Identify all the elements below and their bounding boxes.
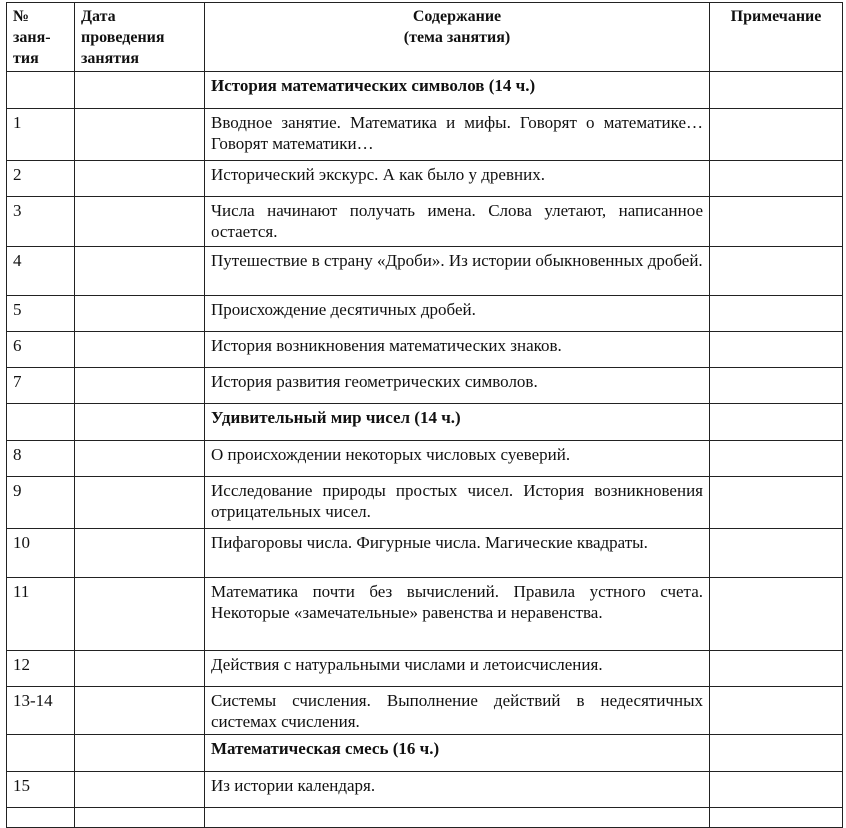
note-cell — [710, 651, 843, 687]
note-cell — [710, 368, 843, 404]
header-num-line: тия — [13, 50, 39, 67]
note-cell — [710, 197, 843, 247]
date-cell — [75, 296, 205, 332]
header-num-line: заня- — [13, 29, 51, 46]
lesson-topic-cell: История развития геометрических символов. — [205, 368, 710, 404]
note-cell — [710, 735, 843, 772]
table-row — [7, 296, 843, 332]
section-title: Математическая смесь (16 ч.) — [205, 735, 710, 772]
note-cell — [710, 404, 843, 441]
lesson-number-cell: 6 — [7, 332, 75, 368]
table-row — [7, 161, 843, 197]
section-title: Удивительный мир чисел (14 ч.) — [205, 404, 710, 441]
lesson-number-cell: 5 — [7, 296, 75, 332]
header-content-line: Содержание — [412, 8, 502, 25]
lesson-number-cell: 9 — [7, 477, 75, 529]
table-row — [7, 772, 843, 808]
lesson-number-cell — [7, 72, 75, 109]
date-cell — [75, 529, 205, 578]
lesson-topic-cell: История возникновения математических знаков. — [205, 332, 710, 368]
note-cell — [710, 808, 843, 828]
note-cell — [710, 109, 843, 161]
table-row — [7, 109, 843, 161]
date-cell — [75, 161, 205, 197]
date-cell — [75, 247, 205, 296]
header-row — [7, 3, 843, 72]
date-cell — [75, 735, 205, 772]
section-row — [7, 72, 843, 109]
table-row — [7, 247, 843, 296]
header-date — [75, 3, 205, 72]
lesson-topic-cell: Системы счисления. Выполнение действий в недесятичных системах счисления. — [205, 687, 710, 735]
date-cell — [75, 808, 205, 828]
date-cell — [75, 578, 205, 651]
lesson-topic-cell: Числа начинают получать имена. Слова улетают, написанное остается. — [205, 197, 710, 247]
lesson-number-cell: 3 — [7, 197, 75, 247]
header-lesson-number — [7, 3, 75, 72]
date-cell — [75, 477, 205, 529]
lesson-topic-cell: Вводное занятие. Математика и мифы. Говорят о математике… Говорят математики… — [205, 109, 710, 161]
lesson-number-cell: 7 — [7, 368, 75, 404]
lesson-number-cell — [7, 735, 75, 772]
header-content — [205, 3, 710, 72]
note-cell — [710, 332, 843, 368]
table-row — [7, 197, 843, 247]
note-cell — [710, 247, 843, 296]
date-cell — [75, 72, 205, 109]
lesson-topic-cell: Действия с натуральными числами и летоисчисления. — [205, 651, 710, 687]
table-row — [7, 332, 843, 368]
lesson-topic-cell: О происхождении некоторых числовых суеверий. — [205, 441, 710, 477]
lesson-plan-table — [6, 2, 843, 828]
lesson-number-cell: 2 — [7, 161, 75, 197]
note-cell — [710, 296, 843, 332]
table-row — [7, 578, 843, 651]
header-note: Примечание — [710, 3, 843, 72]
note-cell — [710, 772, 843, 808]
lesson-topic-cell: Исследование природы простых чисел. История возникновения отрицательных чисел. — [205, 477, 710, 529]
lesson-number-cell: 13-14 — [7, 687, 75, 735]
table-row — [7, 529, 843, 578]
lesson-number-cell: 10 — [7, 529, 75, 578]
table-header — [7, 3, 843, 72]
section-row — [7, 735, 843, 772]
date-cell — [75, 772, 205, 808]
date-cell — [75, 651, 205, 687]
note-cell — [710, 477, 843, 529]
note-cell — [710, 687, 843, 735]
header-date-line: Дата — [81, 8, 116, 25]
lesson-topic-cell: Математика почти без вычислений. Правила устного счета. Некоторые «замечательные» равенства и неравенства. — [205, 578, 710, 651]
table-body — [7, 72, 843, 828]
note-cell — [710, 72, 843, 109]
table-row — [7, 651, 843, 687]
section-title: История математических символов (14 ч.) — [205, 72, 710, 109]
lesson-topic-cell: Происхождение десятичных дробей. — [205, 296, 710, 332]
lesson-number-cell: 4 — [7, 247, 75, 296]
note-cell — [710, 529, 843, 578]
header-date-line: занятия — [81, 50, 140, 67]
date-cell — [75, 109, 205, 161]
lesson-number-cell: 15 — [7, 772, 75, 808]
date-cell — [75, 368, 205, 404]
table-row — [7, 477, 843, 529]
lesson-topic-cell — [205, 808, 710, 828]
header-num-line: № — [13, 8, 30, 25]
lesson-topic-cell: Из истории календаря. — [205, 772, 710, 808]
header-date-line: проведения — [81, 29, 165, 46]
table-row — [7, 441, 843, 477]
date-cell — [75, 404, 205, 441]
section-row — [7, 404, 843, 441]
lesson-topic-cell: Пифагоровы числа. Фигурные числа. Магические квадраты. — [205, 529, 710, 578]
date-cell — [75, 441, 205, 477]
date-cell — [75, 332, 205, 368]
lesson-number-cell — [7, 404, 75, 441]
table-row — [7, 808, 843, 828]
header-content-line: (тема занятия) — [403, 29, 511, 46]
lesson-number-cell: 1 — [7, 109, 75, 161]
date-cell — [75, 197, 205, 247]
table-row — [7, 687, 843, 735]
note-cell — [710, 161, 843, 197]
note-cell — [710, 578, 843, 651]
lesson-number-cell: 12 — [7, 651, 75, 687]
lesson-number-cell — [7, 808, 75, 828]
lesson-topic-cell: Исторический экскурс. А как было у древних. — [205, 161, 710, 197]
lesson-topic-cell: Путешествие в страну «Дроби». Из истории обыкновенных дробей. — [205, 247, 710, 296]
table-row — [7, 368, 843, 404]
lesson-number-cell: 8 — [7, 441, 75, 477]
lesson-number-cell: 11 — [7, 578, 75, 651]
note-cell — [710, 441, 843, 477]
date-cell — [75, 687, 205, 735]
